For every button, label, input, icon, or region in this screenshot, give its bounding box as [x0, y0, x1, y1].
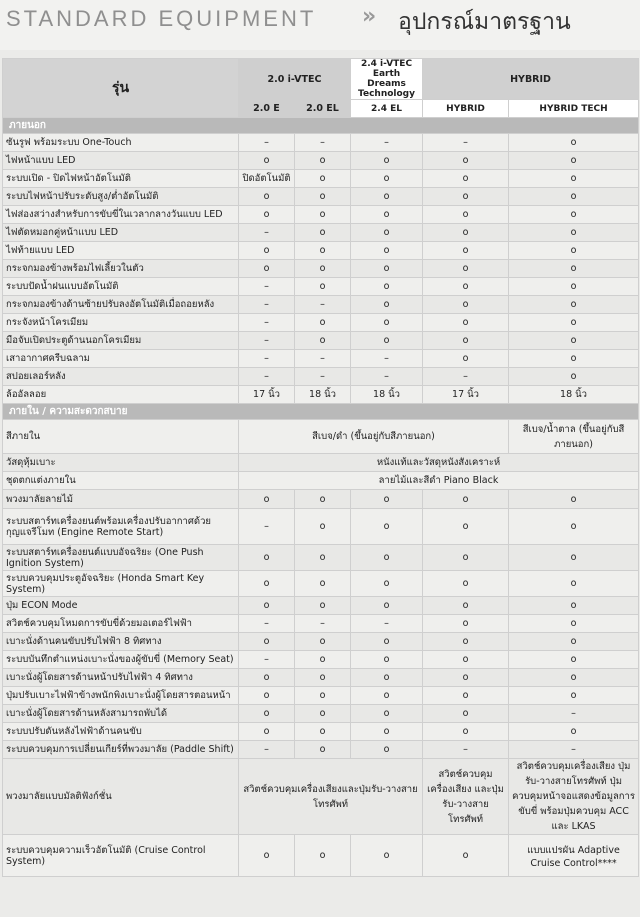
table-row [3, 705, 639, 723]
cell-value: o [295, 545, 351, 571]
group-header-2-4: 2.4 i-VTEC Earth Dreams Technology [351, 59, 423, 100]
title-english: STANDARD EQUIPMENT [6, 6, 317, 31]
cell-value: o [239, 152, 295, 170]
model-header: รุ่น [3, 59, 239, 118]
cell-value: o [509, 134, 639, 152]
section-interior: ภายใน / ความสะดวกสบาย [3, 404, 639, 420]
table-row [3, 723, 639, 741]
cell-value: o [351, 571, 423, 597]
cell-value: o [351, 260, 423, 278]
cell-value: o [423, 705, 509, 723]
cell-value: – [351, 134, 423, 152]
cell-value: o [295, 669, 351, 687]
cell-value: o [239, 545, 295, 571]
cell-value: o [239, 705, 295, 723]
table-row [3, 134, 639, 152]
row-label: ระบบควบคุมความเร็วอัตโนมัติ (Cruise Control System) [3, 835, 239, 877]
cell-value: o [351, 835, 423, 877]
cell-value: o [423, 597, 509, 615]
cell-value: o [423, 651, 509, 669]
cell-value: – [423, 134, 509, 152]
cell-value: o [509, 152, 639, 170]
cell-value: o [423, 509, 509, 545]
cell-value: o [295, 332, 351, 350]
cell-value: o [509, 332, 639, 350]
cell-value: o [423, 835, 509, 877]
cell-value: – [239, 134, 295, 152]
cell-value: o [295, 633, 351, 651]
cell-value: – [295, 368, 351, 386]
row-label: ปุ่มปรับเบาะไฟฟ้าข้างพนักพิงเบาะนั่งผู้โดยสารตอนหน้า [3, 687, 239, 705]
cell-value: o [351, 224, 423, 242]
cell-value: o [423, 224, 509, 242]
cell-value: o [509, 651, 639, 669]
cell-value: o [239, 260, 295, 278]
steering-controls-a: สวิตช์ควบคุมเครื่องเสียงและปุ่มรับ-วางสายโทรศัพท์ [239, 759, 423, 835]
cell-value: o [239, 571, 295, 597]
title-thai: อุปกรณ์มาตรฐาน [398, 9, 571, 35]
cell-value: – [351, 615, 423, 633]
row-label: ระบบปรับดันหลังไฟฟ้าด้านคนขับ [3, 723, 239, 741]
table-row [3, 368, 639, 386]
cell-value: o [351, 490, 423, 509]
cell-value: o [239, 723, 295, 741]
row-label: เบาะนั่งด้านคนขับปรับไฟฟ้า 8 ทิศทาง [3, 633, 239, 651]
page-header [0, 0, 640, 50]
cell-value: o [295, 835, 351, 877]
cell-value: o [423, 242, 509, 260]
cell-value: – [295, 134, 351, 152]
cell-value: o [509, 242, 639, 260]
cruise-tech-value: แบบแปรผัน Adaptive Cruise Control**** [509, 835, 639, 877]
table-row [3, 224, 639, 242]
row-label: ระบบสตาร์ทเครื่องยนต์แบบอัจฉริยะ (One Push Ignition System) [3, 545, 239, 571]
cell-value: o [351, 278, 423, 296]
cell-value: o [423, 545, 509, 571]
cell-value: o [351, 741, 423, 759]
cell-value: – [239, 224, 295, 242]
cell-value: – [295, 350, 351, 368]
cell-value: o [423, 615, 509, 633]
seat-material-value: หนังแท้และวัสดุหนังสังเคราะห์ [239, 454, 639, 472]
cell-value: 17 นิ้ว [423, 386, 509, 404]
row-label: พวงมาลัยแบบมัลติฟังก์ชั่น [3, 759, 239, 835]
cell-value: o [509, 545, 639, 571]
cell-value: 18 นิ้ว [295, 386, 351, 404]
cell-value: o [295, 242, 351, 260]
table-row [3, 206, 639, 224]
cell-value: o [351, 597, 423, 615]
cell-value: – [239, 314, 295, 332]
cell-value: o [423, 152, 509, 170]
cell-value: – [423, 368, 509, 386]
cell-value: – [351, 368, 423, 386]
row-label: สวิตช์ควบคุมโหมดการขับขี่ด้วยมอเตอร์ไฟฟ้า [3, 615, 239, 633]
cell-value: o [239, 597, 295, 615]
cell-value: o [423, 723, 509, 741]
section-exterior: ภายนอก [3, 118, 639, 134]
variant-header: 2.4 EL [351, 100, 423, 118]
table-row [3, 490, 639, 509]
table-row [3, 242, 639, 260]
table-row [3, 651, 639, 669]
group-header-2-0: 2.0 i-VTEC [239, 59, 351, 100]
cell-value: o [423, 332, 509, 350]
row-label: ไฟท้ายแบบ LED [3, 242, 239, 260]
cell-value: o [239, 633, 295, 651]
cell-value: o [509, 633, 639, 651]
row-label: กระจังหน้าโครเมียม [3, 314, 239, 332]
row-label: กระจกมองข้างพร้อมไฟเลี้ยวในตัว [3, 260, 239, 278]
table-row [3, 386, 639, 404]
cell-value: o [423, 278, 509, 296]
cell-value: o [351, 705, 423, 723]
steering-controls-tech: สวิตช์ควบคุมเครื่องเสียง ปุ่มรับ-วางสายโทรศัพท์ ปุ่มควบคุมหน้าจอแสดงข้อมูลการขับขี่ พร้อมปุ่มควบคุม ACC และ LKAS [509, 759, 639, 835]
cell-value: o [509, 296, 639, 314]
cell-value: – [239, 651, 295, 669]
cell-value: – [295, 296, 351, 314]
cell-value: o [351, 314, 423, 332]
cell-value: o [509, 350, 639, 368]
row-label: ระบบปัดน้ำฝนแบบอัตโนมัติ [3, 278, 239, 296]
table-row [3, 260, 639, 278]
variant-header: 2.0 E [239, 100, 295, 118]
cell-value: o [295, 314, 351, 332]
row-label: สปอยเลอร์หลัง [3, 368, 239, 386]
cell-value: o [239, 188, 295, 206]
row-label: สีภายใน [3, 420, 239, 454]
cell-value: o [295, 571, 351, 597]
cell-value: o [295, 741, 351, 759]
table-row [3, 509, 639, 545]
cell-value: o [351, 206, 423, 224]
row-label: เสาอากาศครีบฉลาม [3, 350, 239, 368]
cell-value: o [509, 669, 639, 687]
equipment-table [2, 58, 639, 877]
row-label: ระบบควบคุมการเปลี่ยนเกียร์ที่พวงมาลัย (Paddle Shift) [3, 741, 239, 759]
cell-value: 17 นิ้ว [239, 386, 295, 404]
cell-value: o [351, 651, 423, 669]
cell-value: o [509, 314, 639, 332]
table-row [3, 332, 639, 350]
cell-value: o [509, 206, 639, 224]
cell-value: o [351, 152, 423, 170]
cell-value: o [351, 188, 423, 206]
cell-value: o [509, 571, 639, 597]
cell-value: – [239, 615, 295, 633]
cell-value: o [351, 242, 423, 260]
double-chevron-icon: » [362, 4, 372, 29]
table-row [3, 296, 639, 314]
table-row [3, 170, 639, 188]
row-label: ปุ่ม ECON Mode [3, 597, 239, 615]
cell-value: o [239, 206, 295, 224]
interior-trim-value: ลายไม้และสีดำ Piano Black [239, 472, 639, 490]
table-row [3, 350, 639, 368]
cell-value: – [509, 741, 639, 759]
cell-value: o [239, 242, 295, 260]
row-label: ระบบเปิด - ปิดไฟหน้าอัตโนมัติ [3, 170, 239, 188]
row-label: ระบบไฟหน้าปรับระดับสูง/ต่ำอัตโนมัติ [3, 188, 239, 206]
cell-value: o [239, 687, 295, 705]
cell-value: o [509, 188, 639, 206]
row-label: ไฟตัดหมอกคู่หน้าแบบ LED [3, 224, 239, 242]
cell-value: – [509, 705, 639, 723]
cell-value: 18 นิ้ว [509, 386, 639, 404]
cell-value: o [295, 260, 351, 278]
variant-header: HYBRID [423, 100, 509, 118]
row-label: ล้ออัลลอย [3, 386, 239, 404]
cell-value: o [295, 509, 351, 545]
cell-value: o [423, 170, 509, 188]
cell-value: o [295, 188, 351, 206]
cell-value: o [423, 206, 509, 224]
variant-header: HYBRID TECH [509, 100, 639, 118]
cell-value: o [295, 597, 351, 615]
table-row [3, 633, 639, 651]
cell-value: o [351, 545, 423, 571]
cell-value: o [351, 633, 423, 651]
row-label: ชุดตกแต่งภายใน [3, 472, 239, 490]
cell-value: – [239, 332, 295, 350]
cell-value: – [239, 296, 295, 314]
table-row [3, 615, 639, 633]
cell-value: o [351, 669, 423, 687]
cell-value: o [351, 296, 423, 314]
cell-value: o [351, 332, 423, 350]
row-label: ไฟหน้าแบบ LED [3, 152, 239, 170]
cell-value: o [351, 509, 423, 545]
table-row [3, 571, 639, 597]
cell-value: – [239, 509, 295, 545]
group-header-hybrid: HYBRID [423, 59, 639, 100]
cell-value: o [423, 260, 509, 278]
cell-value: – [239, 368, 295, 386]
cell-value: 18 นิ้ว [351, 386, 423, 404]
table-row [3, 188, 639, 206]
cell-value: o [423, 669, 509, 687]
interior-color-tech: สีเบจ/น้ำตาล (ขึ้นอยู่กับสีภายนอก) [509, 420, 639, 454]
cell-value: o [295, 723, 351, 741]
table-row [3, 314, 639, 332]
cell-value: o [295, 224, 351, 242]
table-row [3, 741, 639, 759]
cell-value: o [423, 350, 509, 368]
cell-value: o [509, 224, 639, 242]
table-row [3, 687, 639, 705]
cell-value: o [509, 597, 639, 615]
cell-value: o [423, 188, 509, 206]
table-row [3, 597, 639, 615]
row-label: กระจกมองข้างด้านซ้ายปรับลงอัตโนมัติเมื่อถอยหลัง [3, 296, 239, 314]
table-row [3, 152, 639, 170]
row-label: ไฟส่องสว่างสำหรับการขับขี่ในเวลากลางวันแบบ LED [3, 206, 239, 224]
cell-value: o [295, 687, 351, 705]
cell-value: o [295, 705, 351, 723]
cell-value: ปิดอัตโนมัติ [239, 170, 295, 188]
cell-value: – [239, 350, 295, 368]
cell-value: – [423, 741, 509, 759]
row-label: เบาะนั่งผู้โดยสารด้านหน้าปรับไฟฟ้า 4 ทิศทาง [3, 669, 239, 687]
cell-value: o [423, 314, 509, 332]
cell-value: o [509, 490, 639, 509]
row-label: ซันรูฟ พร้อมระบบ One-Touch [3, 134, 239, 152]
cell-value: o [509, 170, 639, 188]
row-label: พวงมาลัยลายไม้ [3, 490, 239, 509]
cell-value: o [509, 687, 639, 705]
cell-value: o [423, 687, 509, 705]
table-row [3, 669, 639, 687]
variant-header: 2.0 EL [295, 100, 351, 118]
row-label: มือจับเปิดประตูด้านนอกโครเมียม [3, 332, 239, 350]
row-label: ระบบสตาร์ทเครื่องยนต์พร้อมเครื่องปรับอากาศด้วยกุญแจรีโมท (Engine Remote Start) [3, 509, 239, 545]
cell-value: o [239, 490, 295, 509]
cell-value: o [509, 278, 639, 296]
cell-value: – [239, 278, 295, 296]
cell-value: o [509, 509, 639, 545]
row-label: ระบบบันทึกตำแหน่งเบาะนั่งของผู้ขับขี่ (Memory Seat) [3, 651, 239, 669]
cell-value: o [295, 278, 351, 296]
cell-value: o [295, 170, 351, 188]
steering-controls-hybrid: สวิตช์ควบคุมเครื่องเสียง และปุ่มรับ-วางสายโทรศัพท์ [423, 759, 509, 835]
cell-value: – [239, 741, 295, 759]
cell-value: o [509, 368, 639, 386]
cell-value: o [295, 490, 351, 509]
cell-value: o [295, 152, 351, 170]
cell-value: o [423, 490, 509, 509]
cell-value: o [509, 615, 639, 633]
cell-value: – [295, 615, 351, 633]
cell-value: o [239, 835, 295, 877]
cell-value: o [351, 687, 423, 705]
row-label: ระบบควบคุมประตูอัจฉริยะ (Honda Smart Key System) [3, 571, 239, 597]
cell-value: o [239, 669, 295, 687]
cell-value: o [295, 206, 351, 224]
cell-value: – [351, 350, 423, 368]
table-row [3, 545, 639, 571]
interior-color-standard: สีเบจ/ดำ (ขึ้นอยู่กับสีภายนอก) [239, 420, 509, 454]
cell-value: o [509, 723, 639, 741]
cell-value: o [351, 170, 423, 188]
row-label: เบาะนั่งผู้โดยสารด้านหลังสามารถพับได้ [3, 705, 239, 723]
cell-value: o [295, 651, 351, 669]
cell-value: o [423, 633, 509, 651]
cell-value: o [509, 260, 639, 278]
table-row [3, 278, 639, 296]
cell-value: o [351, 723, 423, 741]
row-label: วัสดุหุ้มเบาะ [3, 454, 239, 472]
cell-value: o [423, 571, 509, 597]
cell-value: o [423, 296, 509, 314]
